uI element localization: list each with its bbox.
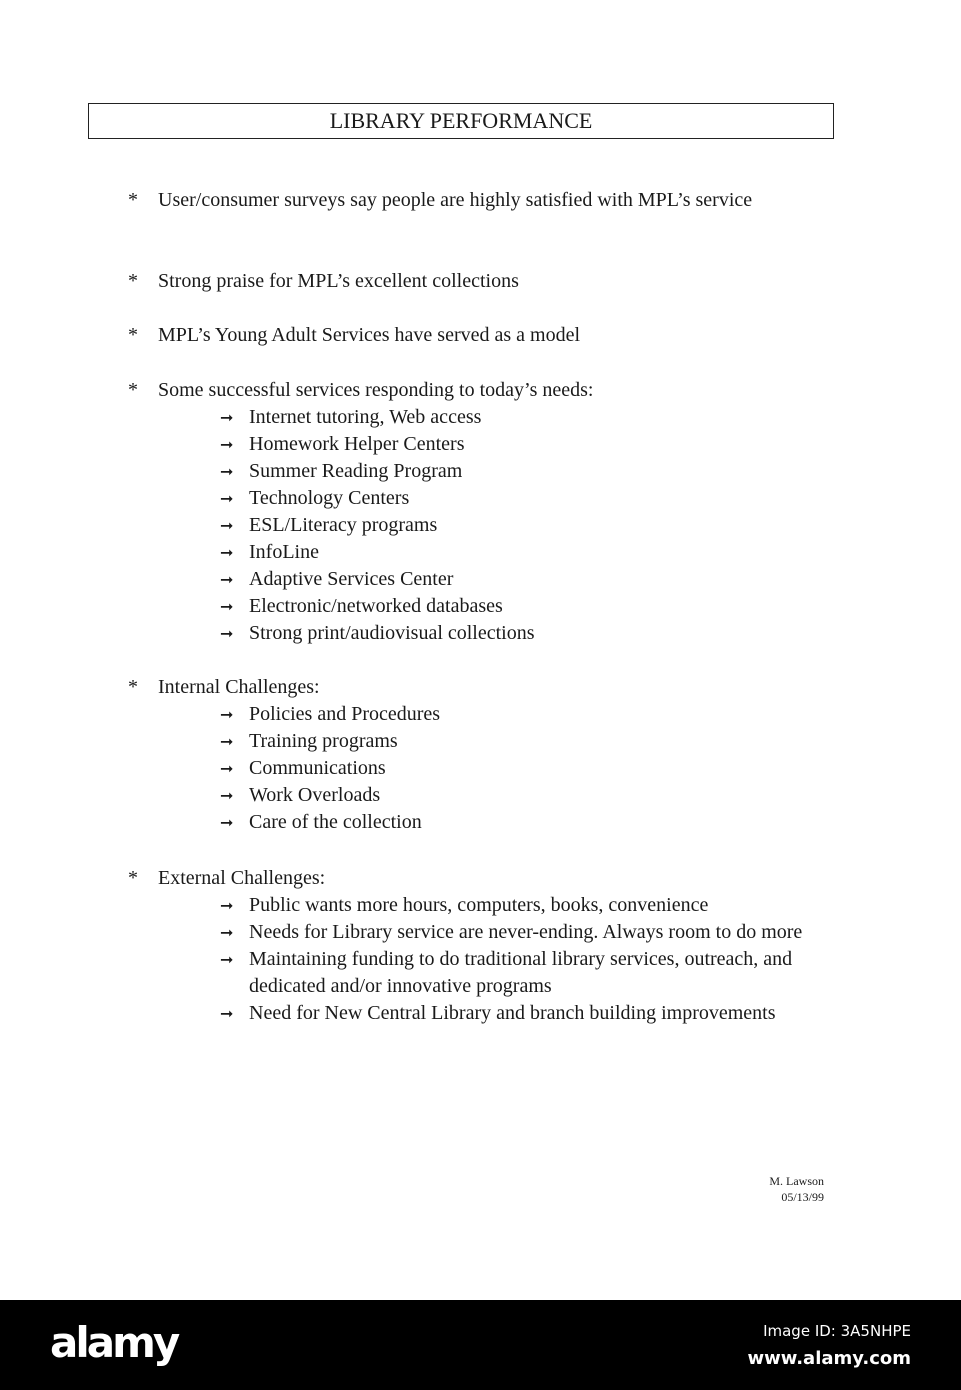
asterisk-icon: * (128, 324, 138, 346)
arrow-icon: ➞ (220, 705, 234, 724)
bullet-text: Internal Challenges: (158, 676, 320, 698)
sub-item-text: Strong print/audiovisual collections (249, 622, 535, 644)
sub-item-text: Maintaining funding to do traditional library services, outreach, and dedicated and/or innovative programs (249, 948, 793, 997)
asterisk-icon: * (128, 270, 138, 292)
bullet-item (0, 268, 961, 295)
sub-item (0, 1000, 829, 1027)
arrow-icon: ➞ (220, 624, 234, 643)
bullet-text: Some successful services responding to today’s needs: (158, 379, 594, 401)
footer-author: M. Lawson (769, 1174, 824, 1188)
arrow-icon: ➞ (220, 950, 234, 969)
arrow-icon: ➞ (220, 570, 234, 589)
sub-item (0, 539, 829, 566)
sub-item-text: ESL/Literacy programs (249, 514, 438, 536)
sub-item-text: Training programs (249, 730, 398, 752)
sub-item (0, 755, 829, 782)
sub-item (0, 404, 829, 431)
watermark-bar (0, 1300, 961, 1390)
asterisk-icon: * (128, 867, 138, 889)
sub-item-text: InfoLine (249, 541, 319, 563)
sub-item (0, 946, 829, 1000)
asterisk-icon: * (128, 676, 138, 698)
arrow-icon: ➞ (220, 759, 234, 778)
bullet-text: User/consumer surveys say people are highly satisfied with MPL’s service (158, 189, 753, 211)
alamy-logo: alamy (50, 1318, 178, 1367)
sub-item (0, 620, 829, 647)
asterisk-icon: * (128, 189, 138, 211)
bullet-item (0, 674, 961, 836)
footer (769, 1173, 824, 1205)
sub-item (0, 431, 829, 458)
arrow-icon: ➞ (220, 543, 234, 562)
arrow-icon: ➞ (220, 462, 234, 481)
sub-item-text: Internet tutoring, Web access (249, 406, 482, 428)
arrow-icon: ➞ (220, 923, 234, 942)
bullet-text: Strong praise for MPL’s excellent collections (158, 270, 519, 292)
bullet-item (0, 865, 961, 1027)
sub-item-text: Adaptive Services Center (249, 568, 454, 590)
sub-item-text: Electronic/networked databases (249, 595, 503, 617)
sub-item (0, 782, 829, 809)
sub-item-text: Summer Reading Program (249, 460, 463, 482)
sub-item-text: Need for New Central Library and branch building improvements (249, 1002, 776, 1024)
arrow-icon: ➞ (220, 435, 234, 454)
sub-item (0, 566, 829, 593)
arrow-icon: ➞ (220, 896, 234, 915)
sub-item (0, 485, 829, 512)
sub-item (0, 701, 829, 728)
sub-item (0, 512, 829, 539)
arrow-icon: ➞ (220, 408, 234, 427)
sub-item (0, 458, 829, 485)
footer-date: 05/13/99 (781, 1190, 824, 1204)
arrow-icon: ➞ (220, 813, 234, 832)
sub-item (0, 593, 829, 620)
sub-item-text: Care of the collection (249, 811, 422, 833)
asterisk-icon: * (128, 379, 138, 401)
bullet-item (0, 322, 961, 349)
bullet-text: External Challenges: (158, 867, 326, 889)
sub-item-text: Policies and Procedures (249, 703, 441, 725)
sub-item (0, 728, 829, 755)
sub-item-text: Technology Centers (249, 487, 410, 509)
arrow-icon: ➞ (220, 786, 234, 805)
arrow-icon: ➞ (220, 732, 234, 751)
sub-item-text: Homework Helper Centers (249, 433, 465, 455)
bullet-text: MPL’s Young Adult Services have served as a model (158, 324, 581, 346)
sub-item-text: Public wants more hours, computers, books, convenience (249, 894, 709, 916)
bullet-item (0, 377, 961, 647)
sub-item-text: Work Overloads (249, 784, 381, 806)
sub-item (0, 892, 829, 919)
arrow-icon: ➞ (220, 597, 234, 616)
arrow-icon: ➞ (220, 489, 234, 508)
sub-item-text: Communications (249, 757, 386, 779)
sub-item (0, 919, 829, 946)
page-title: LIBRARY PERFORMANCE (88, 103, 834, 139)
arrow-icon: ➞ (220, 516, 234, 535)
sub-item-text: Needs for Library service are never-ending. Always room to do more (249, 921, 803, 943)
sub-item (0, 809, 829, 836)
bullet-item (0, 187, 961, 241)
arrow-icon: ➞ (220, 1004, 234, 1023)
image-id: Image ID: 3A5NHPE (763, 1322, 911, 1340)
watermark-url: www.alamy.com (747, 1348, 911, 1369)
